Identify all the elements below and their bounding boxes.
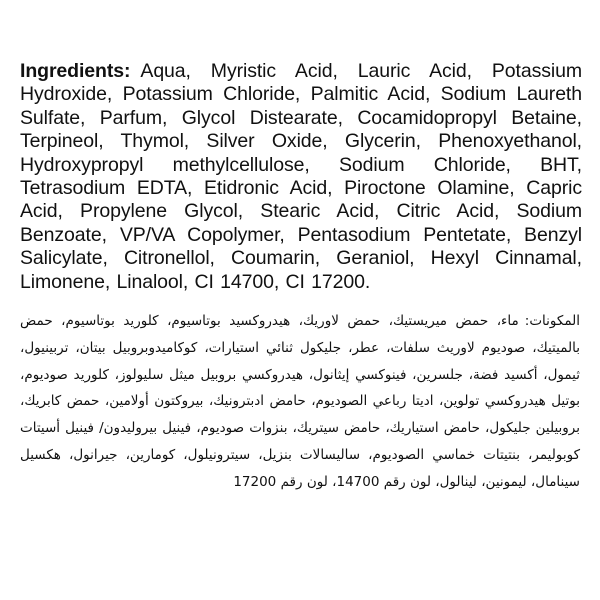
arabic-ingredients-list: ماء، حمض ميريستيك، حمض لاوريك، هيدروكسيد بوتاسيوم، كلوريد بوتاسيوم، حمض بالميتيك، صوديوم لاوريث سلفات، عطر، جليكول ثنائي استيارات، كوكاميدوبروبيل بيتان، تربينيول، ثيمول، أكسيد فضة، جلسرين، فينوكسي إيثانول، هيدروكسي بروبيل ميثل سليولوز، كلوريد صوديوم، بوتيل هيدروكسي تولوين، اديتا رباعي الصوديوم، حامض ادبترونيك، بيروكتون أولامين، حمض كابريك، بروبيلين جليكول، حامض استياريك، حامض سيتريك، بنزوات صوديوم، فينيل بيروليدون/ فينيل أسيتات كوبوليمر، بنتيتات خماسي الصوديوم، ساليسالات بنزيل، سيترونيلول، كومارين، جيرانول، هكسيل سينامال، ليمونين، لينالول، لون رقم 14700، لون رقم 17200 [20, 313, 580, 490]
ingredients-label [20, 60, 582, 496]
english-ingredients-list: Aqua, Myristic Acid, Lauric Acid, Potassium Hydroxide, Potassium Chloride, Palmitic Acid, Sodium Laureth Sulfate, Parfum, Glycol Distearate, Cocamidopropyl Betaine, Terpineol, Thymol, Silver Oxide, Glycerin, Phenoxyethanol, Hydroxypropyl methylcellulose, Sodium Chloride, BHT, Tetrasodium EDTA, Etidronic Acid, Piroctone Olamine, Capric Acid, Propylene Glycol, Stearic Acid, Citric Acid, Sodium Benzoate, VP/VA Copolymer, Pentasodium Pentetate, Benzyl Salicylate, Citronellol, Coumarin, Geraniol, Hexyl Cinnamal, Limonene, Linalool, CI 14700, CI 17200. [20, 60, 582, 293]
english-ingredients [20, 60, 582, 294]
english-ingredients-heading: Ingredients: [20, 60, 131, 82]
arabic-ingredients [20, 308, 582, 496]
arabic-ingredients-heading: المكونات: [524, 313, 580, 330]
